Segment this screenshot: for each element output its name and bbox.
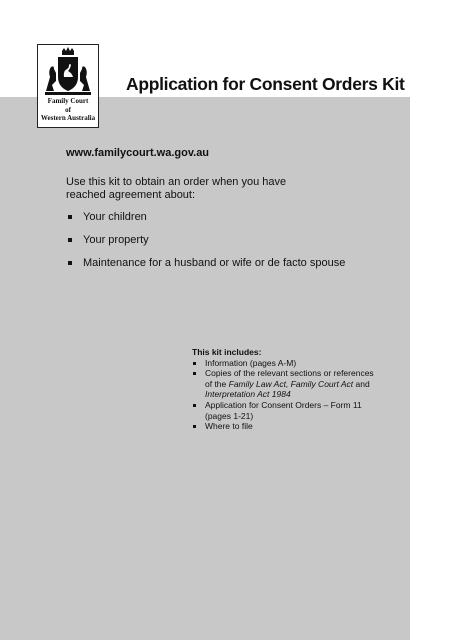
bullet-icon (68, 238, 72, 242)
list-item (192, 368, 382, 400)
kit-item-acts-2: Interpretation Act 1984 (205, 389, 291, 400)
family-court-logo (37, 44, 99, 128)
list-item (192, 421, 382, 432)
list-item (192, 400, 382, 421)
list-item (66, 211, 345, 234)
page-title: Application for Consent Orders Kit (126, 74, 405, 94)
logo-line-1: Family Court (47, 97, 89, 105)
kit-heading: This kit includes: (192, 347, 262, 357)
bullet-icon (193, 404, 196, 407)
logo-text (38, 97, 98, 123)
bullet-icon (193, 372, 196, 375)
list-item (192, 358, 382, 369)
bullet-icon (68, 261, 72, 265)
intro-text: Use this kit to obtain an order when you have reached agreement about: (66, 176, 287, 201)
agreement-topics-list (66, 211, 345, 280)
list-item (66, 234, 345, 257)
kit-item-information: Information (pages A-M) (205, 357, 297, 368)
bullet-icon (68, 215, 72, 219)
topic-label: Maintenance for a husband or wife or de facto spouse (83, 257, 346, 269)
kit-item-form: Application for Consent Orders – Form 11 (pages 1-21) (205, 399, 362, 421)
list-item (66, 257, 345, 280)
kit-contents (192, 347, 382, 432)
logo-line-3: Western Australia (40, 114, 96, 122)
bullet-icon (193, 425, 196, 428)
kit-item-acts-and: and (353, 378, 370, 389)
kit-item-acts-1: Family Law Act, Family Court Act (228, 378, 354, 389)
bullet-icon (193, 362, 196, 365)
kit-contents-list (192, 358, 382, 432)
topic-label: Your property (83, 234, 149, 246)
topic-label: Your children (83, 211, 147, 223)
logo-line-2: of (65, 105, 71, 114)
website-link[interactable]: www.familycourt.wa.gov.au (66, 147, 210, 159)
kit-item-where-to-file: Where to file (205, 421, 253, 432)
coat-of-arms-icon (42, 47, 94, 97)
kit-item-acts-prefix: Copies of the relevant sections or references of the (205, 368, 374, 389)
